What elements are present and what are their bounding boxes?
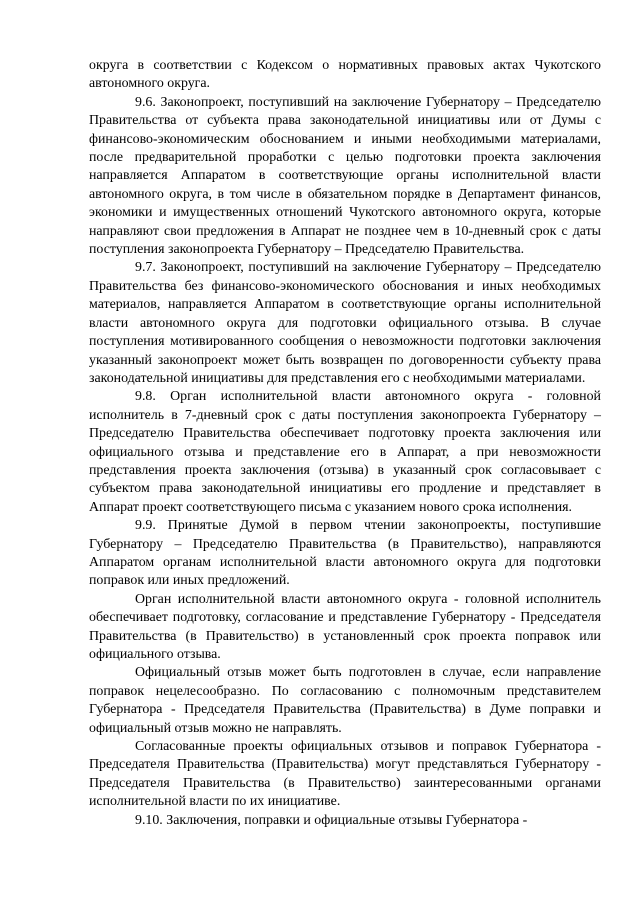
paragraph-9-9-review: Официальный отзыв может быть подготовлен в случае, если направление поправок нецелесообразно. По согласованию с полномочным представителем Губернатора - Председателя Правительства (Правительства) в Думе поправки и официальный отзыв можно не направлять. — [89, 665, 601, 736]
paragraph-9-9-agreed: Согласованные проекты официальных отзывов и поправок Губернатора - Председателя Правительства (Правительства) могут представляться Губернатору - Председателя Правительства (в Правительство) заинтересованными органами исполнительной власти по их инициативе. — [89, 739, 601, 810]
paragraph-continuation: округа в соответствии с Кодексом о нормативных правовых актах Чукотского автономного округа. — [89, 58, 601, 92]
paragraph-9-6: 9.6. Законопроект, поступивший на заключение Губернатору – Председателю Правительства от субъекта права законодательной инициативы или от Думы с финансово-экономическим обоснованием и иными необходимыми материалами, после предварительной проработки с целью подготовки проекта заключения направляется Аппаратом в соответствующие органы исполнительной власти автономного округа, в том числе в обязательном порядке в Департамент финансов, экономики и имущественных отношений Чукотского автономного округа, которые направляют свои предложения в Аппарат не позднее чем в 10-дневный срок с даты поступления законопроекта Губернатору – Председателю Правительства. — [89, 94, 601, 258]
paragraph-9-9: 9.9. Принятые Думой в первом чтении законопроекты, поступившие Губернатору – Председателю Правительства (в Правительство), направляются Аппаратом органам исполнительной власти автономного округа для подготовки поправок или иных предложений. — [89, 518, 601, 589]
paragraph-9-9-executor: Орган исполнительной власти автономного округа - головной исполнитель обеспечивает подготовку, согласование и представление Губернатору - Председателя Правительства (в Правительство) в установленный срок проекта поправок или официального отзыва. — [89, 591, 601, 662]
document-body — [89, 57, 601, 830]
paragraph-9-10: 9.10. Заключения, поправки и официальные отзывы Губернатора - — [135, 812, 528, 828]
paragraph-9-7: 9.7. Законопроект, поступивший на заключение Губернатору – Председателю Правительства без финансово-экономического обоснования и иных необходимых материалов, направляется Аппаратом в соответствующие органы исполнительной власти автономного округа для подготовки официального отзыва. В случае поступления мотивированного сообщения о невозможности подготовки заключения указанный законопроект может быть возвращен по договоренности субъекту права законодательной инициативы для представления его с необходимыми материалами. — [89, 260, 601, 386]
paragraph-9-8: 9.8. Орган исполнительной власти автономного округа - головной исполнитель в 7-дневный срок с даты поступления законопроекта Губернатору – Председателю Правительства обеспечивает подготовку проекта заключения или официального отзыва и представление его в Аппарат, а при невозможности представления проекта заключения (отзыва) в указанный срок согласовывает с субъектом права законодательной инициативы его продление и представляет в Аппарат проект соответствующего письма с указанием нового срока исполнения. — [89, 389, 601, 515]
